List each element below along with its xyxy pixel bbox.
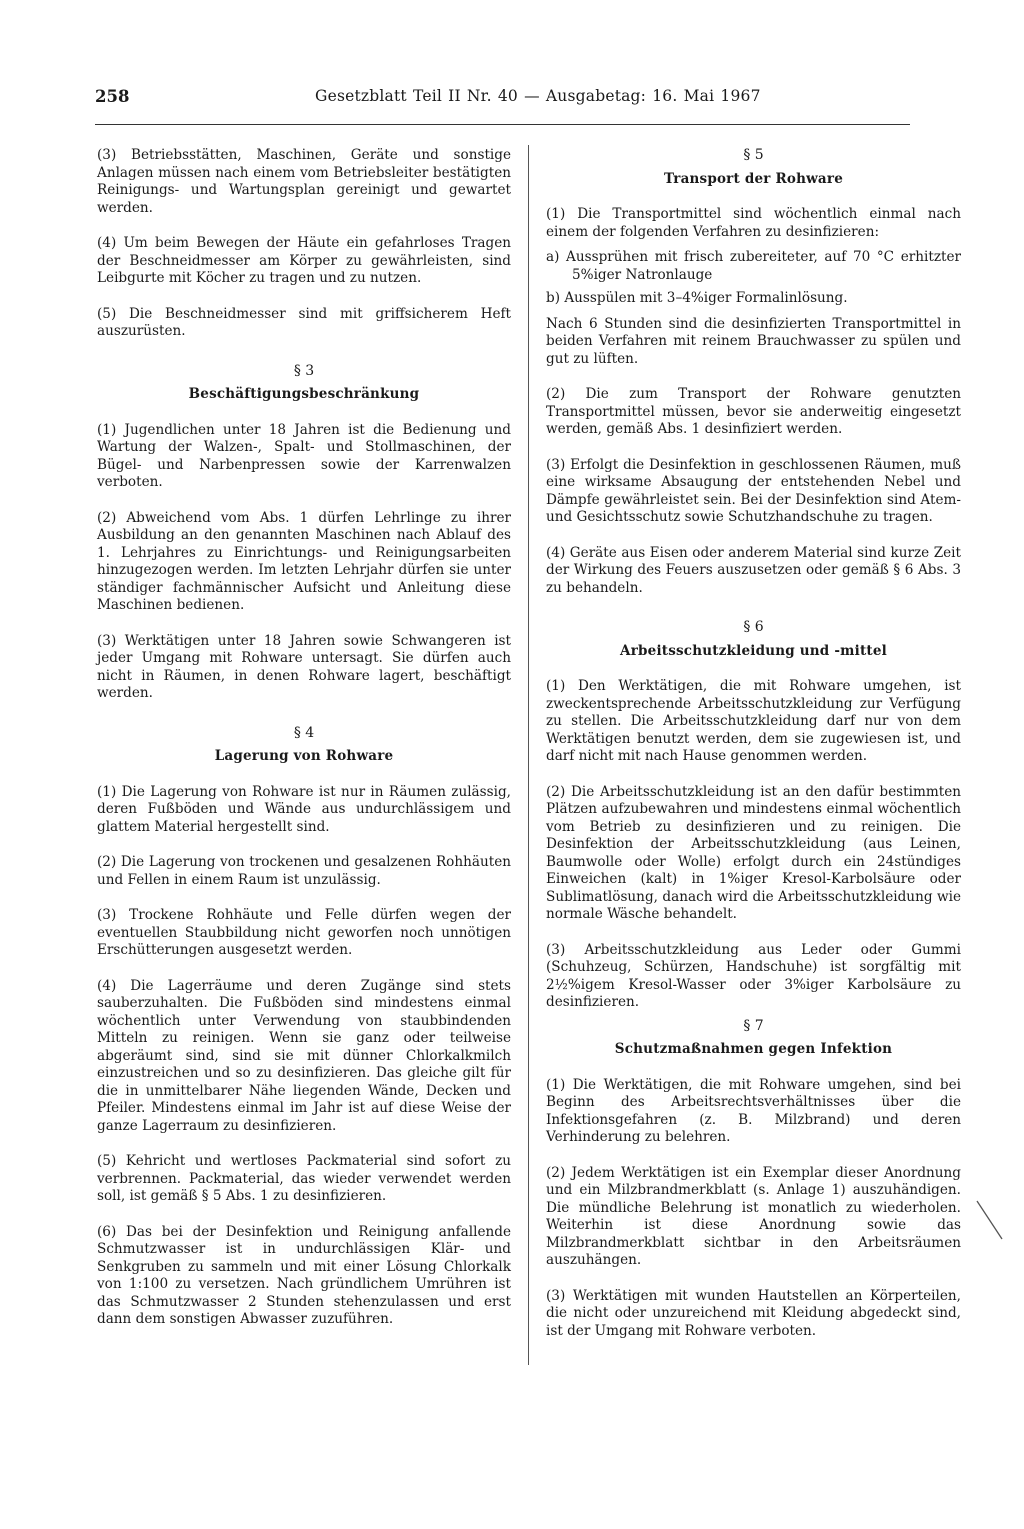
section-number: § 7 xyxy=(743,1017,764,1034)
page-header xyxy=(95,87,910,113)
paragraph: (1) Die Lagerung von Rohware ist nur in Räumen zulässig, deren Fußböden und Wände aus undurchlässigem und glattem Material hergestellt sind. xyxy=(97,783,511,835)
paragraph: (4) Die Lagerräume und deren Zugänge sind stets sauberzuhalten. Die Fußböden sind mindestens einmal wöchentlich unter Verwendung von staubbindenden Mitteln zu reinigen. Wenn sie ganz oder teilweise abgeräumt sind, sind sie mit dünner Chlorkalkmilch einzustreichen und so zu desinfizieren. Das gleiche gilt für die in unmittelbarer Nähe liegenden Wände, Decken und Pfeiler. Mindestens einmal im Jahr ist auf diese Weise der ganze Lagerraum zu desinfizieren. xyxy=(97,977,511,1134)
paragraph: (2) Die Arbeitsschutzkleidung ist an den dafür bestimmten Plätzen aufzubewahren und mindestens einmal wöchentlich vom Betrieb zu desinfizieren und zu reinigen. Die Desinfektion der Arbeitsschutzkleidung (aus Leinen, Baumwolle oder Wolle) erfolgt durch ein 24stündiges Einweichen (kalt) in 1%iger Kresol-Karbolsäure oder Sublimatlösung, danach wird die Arbeitsschutzkleidung wie normale Wäsche behandelt. xyxy=(546,783,961,922)
header-rule xyxy=(95,124,910,125)
section-title: Transport der Rohware xyxy=(664,170,843,187)
section-number: § 6 xyxy=(743,619,764,635)
paragraph: (1) Jugendlichen unter 18 Jahren ist die Bedienung und Wartung der Walzen-, Spalt- und Stollmaschinen, der Bügel- und Narbenpressen sowie der Karrenwalzen verboten. xyxy=(97,421,511,490)
paragraph: (4) Um beim Bewegen der Häute ein gefahrloses Tragen der Beschneidmesser am Körper zu gewährleisten, sind Leibgurte mit Köcher zu tragen und zu nutzen. xyxy=(97,235,511,286)
paragraph: (1) Die Werktätigen, die mit Rohware umgehen, sind bei Beginn des Arbeitsrechtsverhältnisses über die Infektionsgefahren (z. B. Milzbrand) und deren Verhinderung zu belehren. xyxy=(546,1076,961,1145)
column-divider xyxy=(528,145,529,1365)
paragraph: (2) Abweichend vom Abs. 1 dürfen Lehrlinge zu ihrer Ausbildung an den genannten Maschinen nach Ablauf des 1. Lehrjahres zu Einrichtungs- und Reinigungsarbeiten hinzugezogen werden. Im letzten Lehrjahr dürfen sie unter ständiger fachmännischer Aufsicht und Anleitung diese Maschinen bedienen. xyxy=(97,509,511,613)
paragraph: (3) Erfolgt die Desinfektion in geschlossenen Räumen, muß eine wirksame Absaugung der entstehenden Nebel und Dämpfe gewährleistet sein. Bei der Desinfektion sind Atem- und Gesichtsschutz sowie Schutzhandschuhe zu tragen. xyxy=(546,456,961,525)
paragraph: (3) Trockene Rohhäute und Felle dürfen wegen der eventuellen Staubbildung nicht geworfen noch unnötigen Erschütterungen ausgesetzt werden. xyxy=(97,907,511,958)
paragraph: (3) Werktätigen unter 18 Jahren sowie Schwangeren ist jeder Umgang mit Rohware untersagt. Sie dürfen auch nicht in Räumen, in denen Rohware lagert, beschäftigt werden. xyxy=(97,632,511,701)
section-title: Lagerung von Rohware xyxy=(214,748,394,764)
section-title: Beschäftigungsbeschränkung xyxy=(188,386,420,402)
page-number: 258 xyxy=(95,87,130,106)
paragraph: (1) Die Transportmittel sind wöchentlich einmal nach einem der folgenden Verfahren zu desinfizieren: xyxy=(546,206,961,240)
paragraph: (3) Werktätigen mit wunden Hautstellen an Körperteilen, die nicht oder unzureichend mit Kleidung abgedeckt sind, ist der Umgang mit Rohware verboten. xyxy=(546,1287,961,1339)
section-number: § 4 xyxy=(293,724,315,741)
section-number: § 3 xyxy=(293,362,315,379)
list-item: b) Ausspülen mit 3–4%iger Formalinlösung. xyxy=(546,290,848,306)
paragraph: (2) Jedem Werktätigen ist ein Exemplar dieser Anordnung und ein Milzbrandmerkblatt (s. Anlage 1) auszuhändigen. Die mündliche Belehrung ist monatlich zu wiederholen. Weiterhin ist diese Anordnung sowie das Milzbrandmerkblatt sichtbar in den Arbeitsräumen auszuhängen. xyxy=(546,1164,961,1268)
paragraph: (5) Kehricht und wertloses Packmaterial sind sofort zu verbrennen. Packmaterial, das wieder verwendet werden soll, ist gemäß § 5 Abs. 1 zu desinfizieren. xyxy=(97,1153,511,1204)
list-item: a) Aussprühen mit frisch zubereiteter, auf 70 °C erhitzter 5%iger Natronlauge xyxy=(546,249,961,283)
paragraph: (2) Die Lagerung von trockenen und gesalzenen Rohhäuten und Fellen in einem Raum ist unzulässig. xyxy=(97,854,511,888)
right-column xyxy=(546,147,961,1358)
paragraph: (4) Geräte aus Eisen oder anderem Material sind kurze Zeit der Wirkung des Feuers auszusetzen oder gemäß § 6 Abs. 3 zu behandeln. xyxy=(546,544,961,596)
margin-stroke-mark xyxy=(975,1197,1005,1247)
section-title: Arbeitsschutzkleidung und -mittel xyxy=(620,642,887,659)
paragraph: (3) Arbeitsschutzkleidung aus Leder oder Gummi (Schuhzeug, Schürzen, Handschuhe) ist sorgfältig mit 2½%igem Kresol-Wasser oder 3%iger Karbolsäure zu desinfizieren. xyxy=(546,941,961,1010)
running-title: Gesetzblatt Teil II Nr. 40 — Ausgabetag: 16. Mai 1967 xyxy=(315,87,761,105)
left-column xyxy=(97,147,511,1347)
paragraph: (5) Die Beschneidmesser sind mit griffsicherem Heft auszurüsten. xyxy=(97,305,511,339)
paragraph: (2) Die zum Transport der Rohware genutzten Transportmittel müssen, bevor sie anderweitig eingesetzt werden, gemäß Abs. 1 desinfiziert werden. xyxy=(546,386,961,437)
paragraph: Nach 6 Stunden sind die desinfizierten Transportmittel in beiden Verfahren mit reinem Brauchwasser zu spülen und gut zu lüften. xyxy=(546,315,961,367)
paragraph: (6) Das bei der Desinfektion und Reinigung anfallende Schmutzwasser ist in undurchlässigen Klär- und Senkgruben zu sammeln und mit einer Lösung Chlorkalk von 1:100 zu versetzen. Nach gründlichem Umrühren ist das Schmutzwasser 2 Stunden stehenzulassen und erst dann dem sonstigen Abwasser zuzuführen. xyxy=(97,1223,511,1327)
section-title: Schutzmaßnahmen gegen Infektion xyxy=(614,1041,893,1057)
paragraph: (3) Betriebsstätten, Maschinen, Geräte und sonstige Anlagen müssen nach einem vom Betriebsleiter bestätigten Reinigungs- und Wartungsplan gereinigt und gewartet werden. xyxy=(97,147,511,216)
section-number: § 5 xyxy=(743,147,764,163)
paragraph: (1) Den Werktätigen, die mit Rohware umgehen, ist zweckentsprechende Arbeitsschutzkleidung zur Verfügung zu stellen. Die Arbeitsschutzkleidung darf nur von dem Werktätigen benutzt werden, dem sie zugewiesen ist, und darf nicht mit nach Hause genommen werden. xyxy=(546,678,961,764)
